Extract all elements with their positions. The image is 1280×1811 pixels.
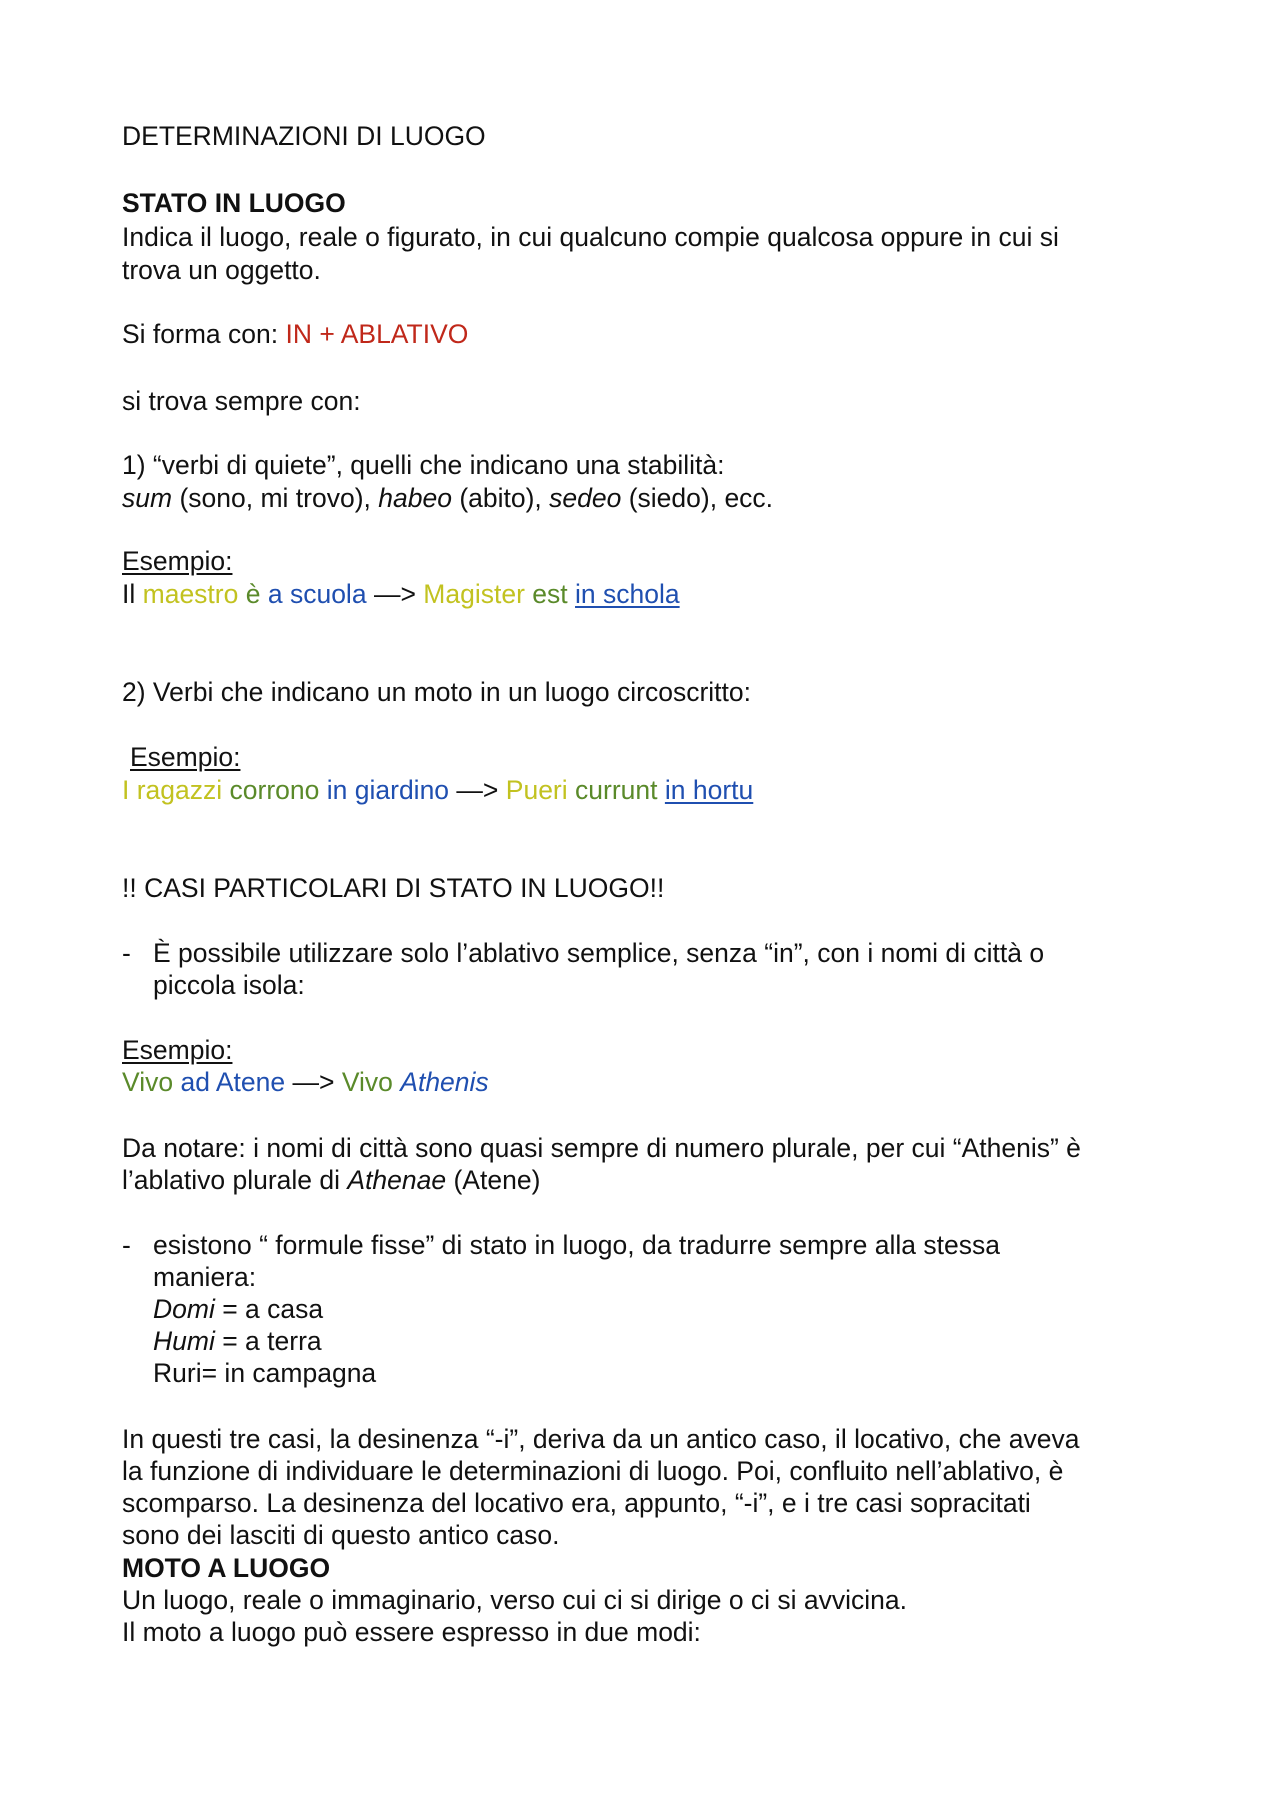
word-verb: currunt (575, 775, 658, 805)
page-title: DETERMINAZIONI DI LUOGO (122, 121, 486, 151)
fixed-formula (153, 1325, 322, 1358)
translation: = a terra (214, 1326, 322, 1356)
note-line: Da notare: i nomi di città sono quasi sempre di numero plurale, per cui “Athenis” è (122, 1133, 1081, 1163)
translation: = a casa (214, 1294, 324, 1324)
translation: (abito), (451, 483, 550, 513)
formation-value: IN + ABLATIVO (285, 319, 469, 349)
bullet-text: esistono “ formule fisse” di stato in luogo, da tradurre sempre alla stessa (153, 1230, 1000, 1260)
verb-examples (122, 482, 773, 515)
paragraph-line: la funzione di individuare le determinazioni di luogo. Poi, confluito nell’ablativo, è (122, 1456, 1064, 1486)
paragraph-line: Il moto a luogo può essere espresso in due modi: (122, 1617, 701, 1647)
example-sentence (122, 1066, 489, 1099)
example-sentence (122, 578, 680, 611)
latin-word: Athenae (347, 1165, 447, 1195)
fixed-formula: Ruri= in campagna (153, 1358, 377, 1388)
word-verb: Vivo (122, 1067, 174, 1097)
arrow: —> (292, 1067, 335, 1097)
fixed-formula (153, 1293, 323, 1326)
word-subject: Pueri (505, 775, 568, 805)
word-verb: corrono (229, 775, 320, 805)
paragraph-line: In questi tre casi, la desinenza “-i”, deriva da un antico caso, il locativo, che aveva (122, 1424, 1080, 1454)
bullet-text: È possibile utilizzare solo l’ablativo semplice, senza “in”, con i nomi di città o (153, 938, 1045, 968)
paragraph-line: sono dei lasciti di questo antico caso. (122, 1520, 560, 1550)
word-verb: Vivo (341, 1067, 393, 1097)
bullet-text: piccola isola: (153, 970, 305, 1000)
latin-word: Domi (153, 1294, 215, 1324)
example-label: Esempio: (122, 1035, 233, 1065)
bullet-dash: - (122, 938, 131, 968)
word-place: Athenis (400, 1067, 489, 1097)
example-label: Esempio: (122, 546, 233, 576)
definition-line: Indica il luogo, reale o figurato, in cui qualcuno compie qualcosa oppure in cui si (122, 222, 1059, 252)
latin-word: Humi (153, 1326, 215, 1356)
paragraph-line: si trova sempre con: (122, 386, 361, 416)
paragraph-line: scomparso. La desinenza del locativo era, appunto, “-i”, e i tre casi sopracitati (122, 1488, 1031, 1518)
word: Il (122, 579, 136, 609)
point-2: 2) Verbi che indicano un moto in un luogo circoscritto: (122, 677, 751, 707)
word-place: a scuola (267, 579, 367, 609)
example-sentence (122, 774, 753, 807)
bullet-text: maniera: (153, 1262, 257, 1292)
translation: (siedo), ecc. (621, 483, 774, 513)
latin-word: sedeo (549, 483, 622, 513)
point-1: 1) “verbi di quiete”, quelli che indicano una stabilità: (122, 450, 725, 480)
arrow: —> (456, 775, 499, 805)
paragraph-line: Un luogo, reale o immaginario, verso cui ci si dirige o ci si avvicina. (122, 1585, 908, 1615)
word-place: in hortu (664, 775, 754, 805)
heading-moto-a-luogo: MOTO A LUOGO (122, 1553, 331, 1583)
latin-word: sum (122, 483, 173, 513)
formation-rule (122, 318, 468, 351)
heading-casi-particolari: !! CASI PARTICOLARI DI STATO IN LUOGO!! (122, 873, 665, 903)
word-place: in schola (575, 579, 680, 609)
definition-line: trova un oggetto. (122, 255, 321, 285)
word-place: in giardino (326, 775, 450, 805)
word-subject: Magister (423, 579, 525, 609)
note-line (122, 1164, 540, 1197)
bullet-dash: - (122, 1230, 131, 1260)
latin-word: habeo (378, 483, 452, 513)
arrow: —> (373, 579, 416, 609)
text: (Atene) (446, 1165, 541, 1195)
formation-label: Si forma con: (122, 319, 286, 349)
word-subject: I ragazzi (122, 775, 223, 805)
heading-stato-in-luogo: STATO IN LUOGO (122, 188, 346, 218)
word-verb: è (245, 579, 261, 609)
word-place: ad Atene (180, 1067, 286, 1097)
translation: (sono, mi trovo), (172, 483, 379, 513)
text: l’ablativo plurale di (122, 1165, 348, 1195)
word-subject: maestro (142, 579, 239, 609)
word-verb: est (532, 579, 568, 609)
example-label: Esempio: (130, 742, 241, 772)
